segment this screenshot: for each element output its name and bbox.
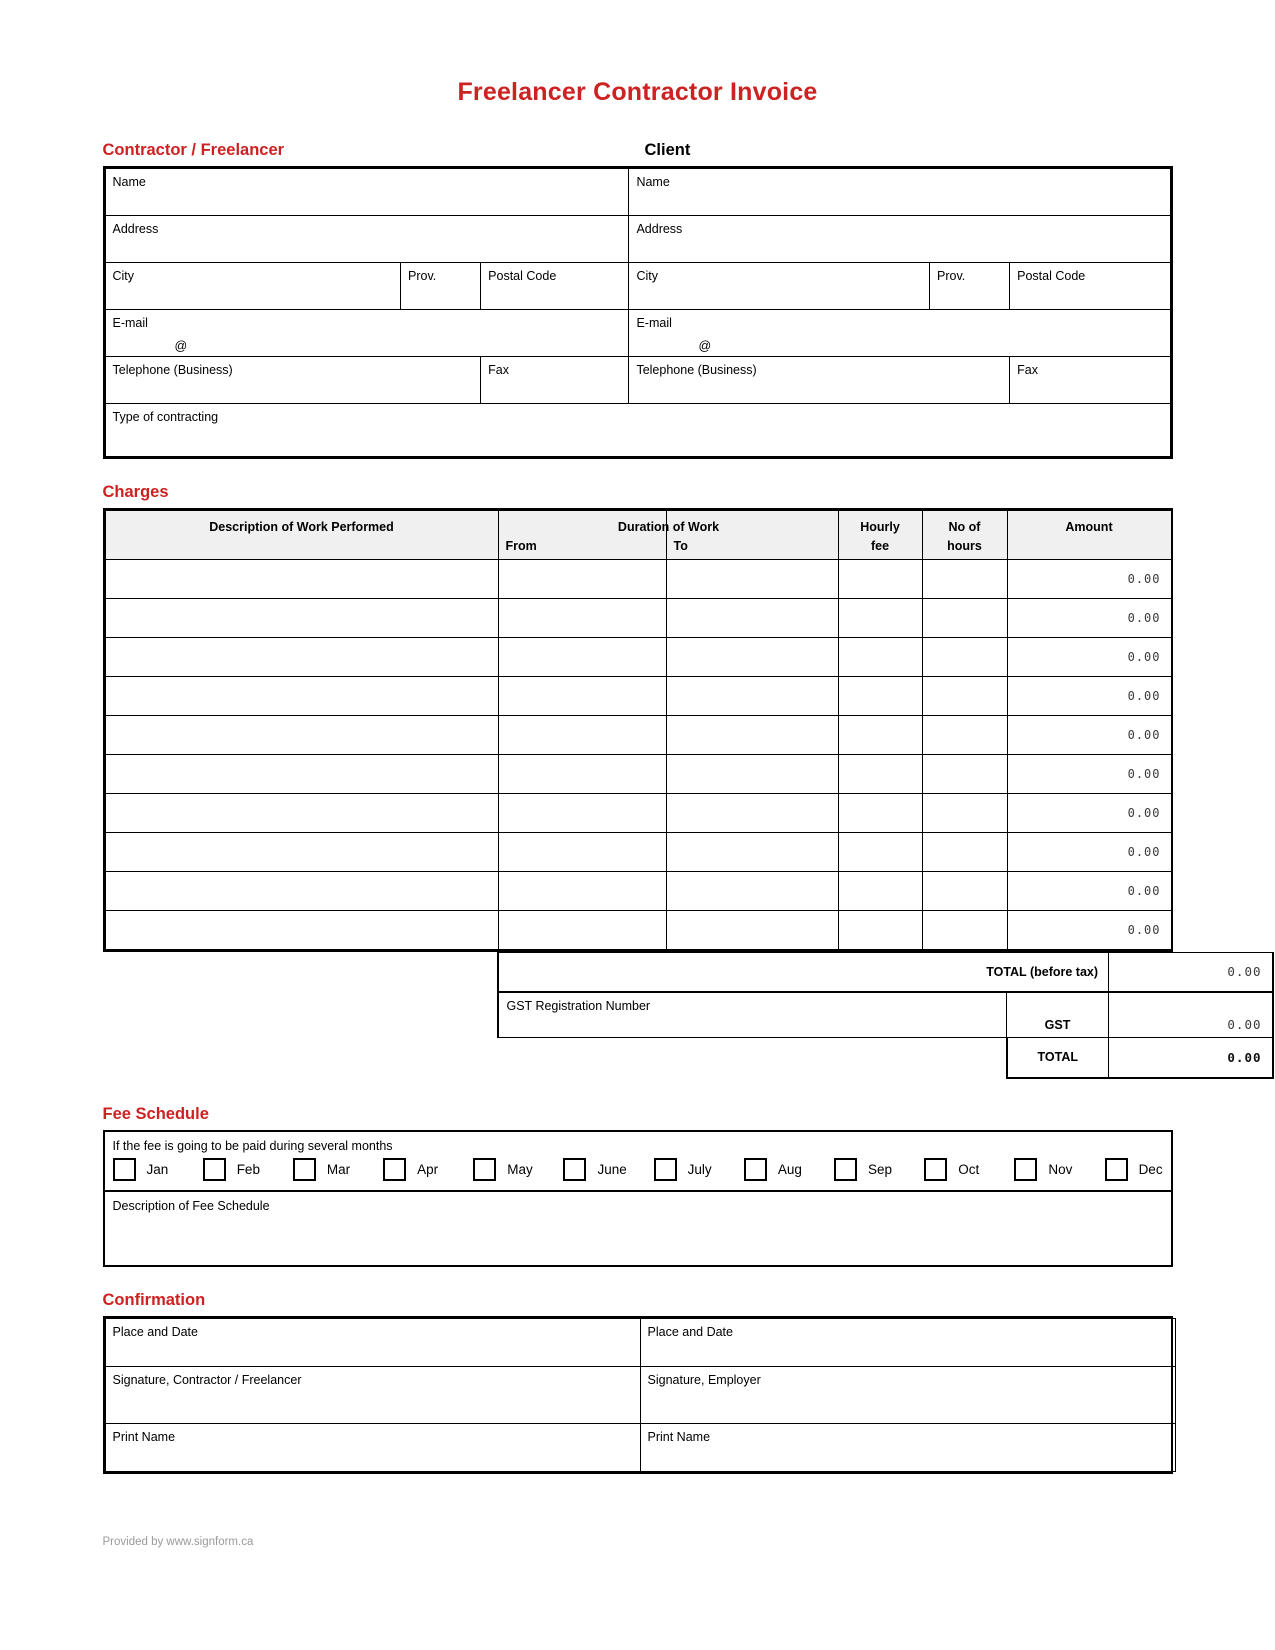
cell-to[interactable]: [666, 560, 838, 599]
month-label-mar: Mar: [326, 1161, 351, 1177]
gst-label: GST: [1007, 992, 1109, 1038]
client-name-field[interactable]: [629, 169, 1170, 216]
client-city-field[interactable]: [629, 263, 930, 310]
checkbox-oct-icon[interactable]: [924, 1158, 947, 1181]
cell-no-of-hours[interactable]: [922, 638, 1007, 677]
month-label-oct: Oct: [958, 1161, 980, 1177]
cell-hourly-fee[interactable]: [838, 599, 922, 638]
cell-amount[interactable]: 0.00: [1007, 833, 1171, 872]
contractor-address-field[interactable]: [105, 216, 629, 263]
total-label: TOTAL: [1007, 1038, 1109, 1078]
checkbox-feb-icon[interactable]: [203, 1158, 226, 1181]
month-checkbox-group: [105, 1153, 1171, 1190]
client-signature-field[interactable]: [640, 1366, 1175, 1423]
contractor-address-label: Address: [112, 222, 159, 236]
cell-hourly-fee[interactable]: [838, 911, 922, 950]
col-to: [666, 511, 838, 560]
cell-amount[interactable]: 0.00: [1007, 560, 1171, 599]
charges-header-row: [105, 511, 1171, 560]
charges-heading: Charges: [102, 483, 169, 501]
cell-hourly-fee[interactable]: [838, 872, 922, 911]
cell-to[interactable]: [666, 755, 838, 794]
contractor-telephone-field[interactable]: [105, 357, 481, 404]
gst-registration-field[interactable]: [498, 992, 1007, 1038]
cell-from[interactable]: [498, 716, 666, 755]
type-of-contracting-field[interactable]: [105, 404, 1170, 457]
cell-amount[interactable]: 0.00: [1007, 911, 1171, 950]
table-row: [105, 560, 1171, 599]
checkbox-june-icon[interactable]: [563, 1158, 586, 1181]
contractor-prov-label: Prov.: [408, 269, 437, 283]
table-row: [105, 638, 1171, 677]
month-label-aug: Aug: [777, 1161, 802, 1177]
cell-from[interactable]: [498, 638, 666, 677]
cell-description[interactable]: [105, 599, 498, 638]
month-option-july[interactable]: [654, 1158, 744, 1181]
month-option-aug[interactable]: [744, 1158, 834, 1181]
contractor-fax-field[interactable]: [481, 357, 629, 404]
checkbox-jan-icon[interactable]: [113, 1158, 136, 1181]
cell-amount[interactable]: 0.00: [1007, 755, 1171, 794]
table-row: [105, 794, 1171, 833]
client-at-symbol: @: [698, 339, 712, 353]
row-address: [105, 216, 1170, 263]
cell-to[interactable]: [666, 599, 838, 638]
row-print-name: [105, 1423, 1175, 1471]
confirmation-heading-wrap: [103, 1291, 1173, 1310]
cell-amount[interactable]: 0.00: [1007, 794, 1171, 833]
month-option-mar[interactable]: [293, 1158, 383, 1181]
client-fax-label: Fax: [1017, 363, 1038, 377]
month-label-dec: Dec: [1138, 1161, 1163, 1177]
cell-no-of-hours[interactable]: [922, 677, 1007, 716]
checkbox-aug-icon[interactable]: [744, 1158, 767, 1181]
month-option-june[interactable]: [563, 1158, 653, 1181]
month-label-june: June: [597, 1161, 627, 1177]
col-no-of-hours-label-1: No of: [948, 520, 981, 534]
contractor-name-field[interactable]: [105, 169, 629, 216]
month-option-nov[interactable]: [1014, 1158, 1104, 1181]
cell-hourly-fee[interactable]: [838, 560, 922, 599]
contractor-city-label: City: [112, 269, 135, 283]
client-prov-label: Prov.: [937, 269, 966, 283]
col-no-of-hours: [922, 511, 1007, 560]
month-option-sep[interactable]: [834, 1158, 924, 1181]
client-place-date-field[interactable]: [640, 1318, 1175, 1366]
charges-rows: [105, 560, 1171, 950]
cell-description[interactable]: [105, 872, 498, 911]
table-row: [105, 716, 1171, 755]
cell-amount[interactable]: 0.00: [1007, 716, 1171, 755]
month-option-apr[interactable]: [383, 1158, 473, 1181]
cell-from[interactable]: [498, 911, 666, 950]
type-of-contracting-label: Type of contracting: [112, 410, 219, 424]
cell-description[interactable]: [105, 638, 498, 677]
cell-to[interactable]: [666, 716, 838, 755]
fee-schedule-description-field[interactable]: [105, 1190, 1171, 1265]
cell-to[interactable]: [666, 794, 838, 833]
cell-hourly-fee[interactable]: [838, 638, 922, 677]
cell-description[interactable]: [105, 794, 498, 833]
contractor-print-name-field[interactable]: [105, 1423, 640, 1471]
fee-schedule-heading: Fee Schedule: [102, 1104, 209, 1123]
party-details-table: [103, 166, 1173, 459]
table-row: [105, 755, 1171, 794]
cell-no-of-hours[interactable]: [922, 599, 1007, 638]
client-print-name-field[interactable]: [640, 1423, 1175, 1471]
charges-totals: [103, 952, 1262, 1079]
table-row: [105, 911, 1171, 950]
cell-no-of-hours[interactable]: [922, 833, 1007, 872]
client-city-label: City: [636, 269, 658, 283]
month-label-jan: Jan: [146, 1161, 169, 1177]
party-headings: [103, 141, 1173, 160]
confirmation-heading: Confirmation: [102, 1290, 206, 1309]
col-from-label: From: [505, 539, 537, 553]
contractor-print-name-label: Print Name: [112, 1429, 176, 1444]
row-signature: [105, 1366, 1175, 1423]
cell-description[interactable]: [105, 716, 498, 755]
checkbox-dec-icon[interactable]: [1105, 1158, 1128, 1181]
month-label-sep: Sep: [868, 1161, 893, 1177]
client-address-field[interactable]: [629, 216, 1170, 263]
row-type-of-contracting: [105, 404, 1170, 457]
subtotal-row: [103, 953, 1273, 992]
client-address-label: Address: [636, 222, 683, 236]
cell-description[interactable]: [105, 677, 498, 716]
month-option-dec[interactable]: [1105, 1158, 1163, 1181]
contractor-signature-label: Signature, Contractor / Freelancer: [112, 1372, 302, 1387]
col-description-label: Description of Work Performed: [209, 520, 394, 534]
cell-amount[interactable]: 0.00: [1007, 872, 1171, 911]
contractor-email-field[interactable]: [105, 310, 629, 357]
fee-schedule-box: [103, 1130, 1173, 1267]
cell-to[interactable]: [666, 872, 838, 911]
client-heading: Client: [644, 141, 691, 159]
contractor-at-symbol: @: [174, 339, 188, 353]
client-print-name-label: Print Name: [647, 1429, 711, 1444]
cell-amount[interactable]: 0.00: [1007, 677, 1171, 716]
confirmation-table: [103, 1316, 1173, 1474]
col-no-of-hours-label-2: hours: [947, 539, 982, 554]
col-amount: [1007, 511, 1171, 560]
client-name-label: Name: [636, 175, 670, 189]
cell-amount[interactable]: 0.00: [1007, 599, 1171, 638]
contractor-prov-field[interactable]: [401, 263, 481, 310]
client-postal-field[interactable]: [1010, 263, 1170, 310]
row-email: [105, 310, 1170, 357]
col-description: [105, 511, 498, 560]
cell-no-of-hours[interactable]: [922, 872, 1007, 911]
cell-to[interactable]: [666, 833, 838, 872]
client-fax-field[interactable]: [1010, 357, 1170, 404]
client-place-date-label: Place and Date: [647, 1324, 733, 1339]
cell-hourly-fee[interactable]: [838, 716, 922, 755]
gst-registration-label: GST Registration Number: [506, 998, 651, 1013]
gst-row: [103, 992, 1273, 1038]
cell-hourly-fee[interactable]: [838, 794, 922, 833]
checkbox-nov-icon[interactable]: [1014, 1158, 1037, 1181]
page-title: Freelancer Contractor Invoice: [457, 78, 818, 106]
row-place-and-date: [105, 1318, 1175, 1366]
client-email-label: E-mail: [636, 316, 672, 330]
fee-schedule-heading-wrap: [103, 1105, 1173, 1124]
cell-no-of-hours[interactable]: [922, 794, 1007, 833]
client-prov-field[interactable]: [930, 263, 1010, 310]
cell-no-of-hours[interactable]: [922, 911, 1007, 950]
cell-description[interactable]: [105, 755, 498, 794]
row-city: [105, 263, 1170, 310]
col-amount-label: Amount: [1065, 520, 1113, 534]
cell-from[interactable]: [498, 560, 666, 599]
contractor-heading: Contractor / Freelancer: [102, 141, 285, 159]
col-to-label: To: [673, 539, 688, 553]
cell-to[interactable]: [666, 677, 838, 716]
cell-hourly-fee[interactable]: [838, 755, 922, 794]
month-option-jan[interactable]: [113, 1158, 203, 1181]
cell-hourly-fee[interactable]: [838, 833, 922, 872]
spacer-cell: [103, 992, 498, 1038]
cell-description[interactable]: [105, 911, 498, 950]
cell-from[interactable]: [498, 755, 666, 794]
month-label-nov: Nov: [1048, 1161, 1073, 1177]
month-option-may[interactable]: [473, 1158, 563, 1181]
client-telephone-field[interactable]: [629, 357, 1010, 404]
table-row: [105, 677, 1171, 716]
cell-from[interactable]: [498, 599, 666, 638]
col-hourly-fee-label-2: fee: [870, 539, 890, 554]
total-row: [103, 1038, 1273, 1078]
month-option-oct[interactable]: [924, 1158, 1014, 1181]
contractor-fax-label: Fax: [488, 363, 510, 377]
contractor-signature-field[interactable]: [105, 1366, 640, 1423]
charges-heading-wrap: [103, 483, 1173, 502]
spacer-cell: [103, 953, 498, 992]
col-duration-label: Duration of Work: [617, 520, 720, 534]
month-label-feb: Feb: [236, 1161, 260, 1177]
fee-schedule-description-label: Description of Fee Schedule: [112, 1198, 270, 1213]
cell-no-of-hours[interactable]: [922, 716, 1007, 755]
cell-to[interactable]: [666, 638, 838, 677]
cell-description[interactable]: [105, 833, 498, 872]
contractor-telephone-label: Telephone (Business): [112, 363, 233, 377]
client-email-field[interactable]: [629, 310, 1170, 357]
checkbox-sep-icon[interactable]: [834, 1158, 857, 1181]
contractor-name-label: Name: [112, 175, 146, 189]
cell-from[interactable]: [498, 677, 666, 716]
row-telephone: [105, 357, 1170, 404]
cell-from[interactable]: [498, 872, 666, 911]
client-signature-label: Signature, Employer: [647, 1372, 761, 1387]
subtotal-value: 0.00: [1109, 953, 1273, 992]
client-postal-label: Postal Code: [1017, 269, 1086, 283]
month-label-july: July: [687, 1161, 712, 1177]
contractor-postal-field[interactable]: [481, 263, 629, 310]
fee-schedule-note: If the fee is going to be paid during several months: [112, 1138, 393, 1153]
contractor-postal-label: Postal Code: [488, 269, 557, 283]
spacer-cell: [103, 1038, 498, 1078]
cell-hourly-fee[interactable]: [838, 677, 922, 716]
cell-from[interactable]: [498, 833, 666, 872]
table-row: [105, 599, 1171, 638]
checkbox-may-icon[interactable]: [473, 1158, 496, 1181]
month-label-apr: Apr: [417, 1161, 439, 1177]
col-hourly-fee: [838, 511, 922, 560]
table-row: [105, 872, 1171, 911]
contractor-place-date-field[interactable]: [105, 1318, 640, 1366]
checkbox-mar-icon[interactable]: [293, 1158, 316, 1181]
checkbox-apr-icon[interactable]: [383, 1158, 406, 1181]
client-telephone-label: Telephone (Business): [636, 363, 757, 377]
contractor-email-label: E-mail: [112, 316, 148, 330]
cell-description[interactable]: [105, 560, 498, 599]
spacer-cell: [498, 1038, 1007, 1078]
cell-no-of-hours[interactable]: [922, 755, 1007, 794]
contractor-city-field[interactable]: [105, 263, 401, 310]
charges-table: [103, 508, 1173, 952]
row-name: [105, 169, 1170, 216]
total-value: 0.00: [1109, 1038, 1273, 1078]
page-footer: Provided by www.signform.ca: [102, 1535, 254, 1548]
month-label-may: May: [507, 1161, 533, 1177]
month-option-feb[interactable]: [203, 1158, 293, 1181]
col-hourly-fee-label-1: Hourly: [860, 520, 900, 534]
cell-amount[interactable]: 0.00: [1007, 638, 1171, 677]
cell-from[interactable]: [498, 794, 666, 833]
cell-to[interactable]: [666, 911, 838, 950]
table-row: [105, 833, 1171, 872]
gst-value: 0.00: [1109, 992, 1273, 1038]
subtotal-label: TOTAL (before tax): [498, 953, 1109, 992]
checkbox-july-icon[interactable]: [654, 1158, 677, 1181]
contractor-place-date-label: Place and Date: [112, 1324, 198, 1339]
cell-no-of-hours[interactable]: [922, 560, 1007, 599]
